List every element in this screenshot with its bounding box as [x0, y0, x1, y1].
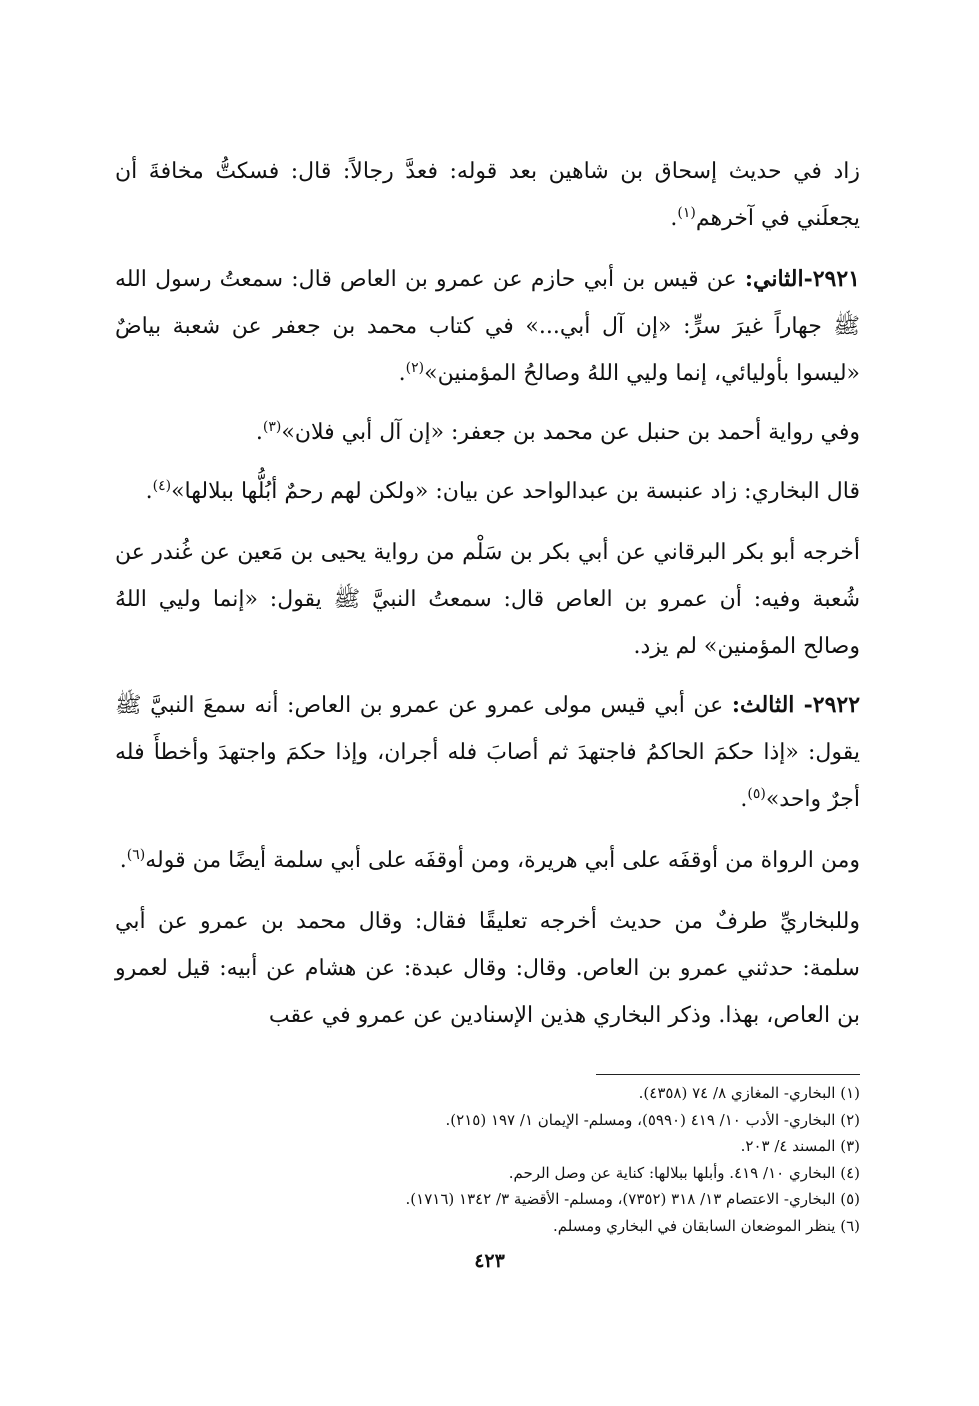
footnotes	[300, 1080, 860, 1239]
footnote: (٤) البخاري ١٠/ ٤١٩. وأبلها ببلالها: كناية عن وصل الرحم.	[508, 1163, 860, 1182]
paragraph-6	[115, 682, 860, 823]
footnote-divider	[596, 1074, 860, 1075]
footnote-ref: (١)	[677, 205, 696, 221]
paragraph-text: عن قيس بن أبي حازم عن عمرو بن العاص قال: سمعتُ رسول الله ﷺ جهاراً غيرَ سرٍّ: «إن آل أبي...» في كتاب محمد بن جعفر عن شعبة بياضٌ «ليسوا بأوليائي، إنما وليي اللهُ وصالحُ المؤمنين»	[115, 267, 860, 386]
paragraph-text: عن أبي قيس مولى عمرو عن عمرو بن العاص: أنه سمعَ النبيَّ ﷺ يقول: «إذا حكمَ الحاكمُ فاجتهدَ ثم أصابَ فله أجران، وإذا حكمَ واجتهدَ وأخطأَ فله أجرٌ واحد»	[115, 693, 860, 812]
footnote: (٥) البخاري- الاعتصام ١٣/ ٣١٨ (٧٣٥٢)، ومسلم- الأقضية ٣/ ١٣٤٢ (١٧١٦).	[405, 1190, 860, 1208]
paragraph-end: .	[255, 420, 263, 445]
hadith-label: ٢٩٢٢- الثالث:	[731, 692, 861, 718]
paragraph-end: .	[740, 787, 748, 812]
page-number: ٤٢٣	[474, 1250, 505, 1272]
paragraph-7	[115, 837, 860, 884]
paragraph-3	[115, 409, 860, 456]
footnote-ref: (٤)	[152, 478, 172, 494]
hadith-label: ٢٩٢١-الثاني:	[744, 266, 860, 292]
footnote-ref: (٢)	[405, 360, 425, 376]
main-text	[115, 148, 860, 1039]
paragraph-text: وفي رواية أحمد بن حنبل عن محمد بن جعفر: «إن آل أبي فلان»	[281, 420, 860, 445]
paragraph-end: .	[398, 361, 406, 386]
footnote-ref: (٥)	[747, 786, 766, 802]
footnote-ref: (٦)	[126, 847, 146, 863]
footnote-ref: (٣)	[262, 419, 282, 435]
footnote: (٢) البخاري- الأدب ١٠/ ٤١٩ (٥٩٩٠)، ومسلم- الإيمان ١/ ١٩٧ (٢١٥).	[445, 1110, 860, 1129]
paragraph-text: وللبخاريِّ طرفٌ من حديث أخرجه تعليقًا فقال: وقال محمد بن عمرو عن أبي سلمة: حدثني عمرو بن العاص. وقال: وقال عبدة: عن هشام عن أبيه: قيل لعمرو بن العاص، بهذا. وذكر البخاري هذين الإسنادين عن عمرو في عقب	[115, 909, 860, 1028]
paragraph-text: زاد في حديث إسحاق بن شاهين بعد قوله: فعدَّ رجالاً: قال: فسكتُّ مخافةَ أن يجعلَني في آخرهم	[115, 159, 860, 231]
paragraph-5	[115, 529, 860, 670]
paragraph-end: .	[670, 206, 678, 231]
paragraph-1	[115, 148, 860, 242]
paragraph-text: أخرجه أبو بكر البرقاني عن أبي بكر بن سَلْم من رواية يحيى بن مَعين عن غُندر عن شُعبة وفيه: أن عمرو بن العاص قال: سمعتُ النبيَّ ﷺ يقول: «إنما وليي اللهُ وصالح المؤمنين» لم يزد.	[115, 540, 861, 659]
paragraph-8	[115, 898, 860, 1039]
paragraph-text: ومن الرواة من أوقفَه على أبي هريرة، ومن أوقفَه على أبي سلمة أيضًا من قوله	[145, 848, 860, 873]
footnote: (٣) المسند ٤/ ٢٠٣.	[740, 1137, 860, 1155]
paragraph-end: .	[119, 848, 127, 873]
footnote: (٦) ينظر الموضعان السابقان في البخاري ومسلم.	[553, 1216, 860, 1235]
paragraph-end: .	[145, 479, 153, 504]
paragraph-4	[115, 468, 860, 515]
paragraph-text: قال البخاري: زاد عنبسة بن عبدالواحد عن بيان: «ولكن لهم رحمٌ أبُلُّها ببلالها»	[171, 479, 860, 504]
paragraph-2	[115, 256, 860, 397]
footnote: (١) البخاري- المغازي ٨/ ٧٤ (٤٣٥٨).	[638, 1084, 860, 1102]
